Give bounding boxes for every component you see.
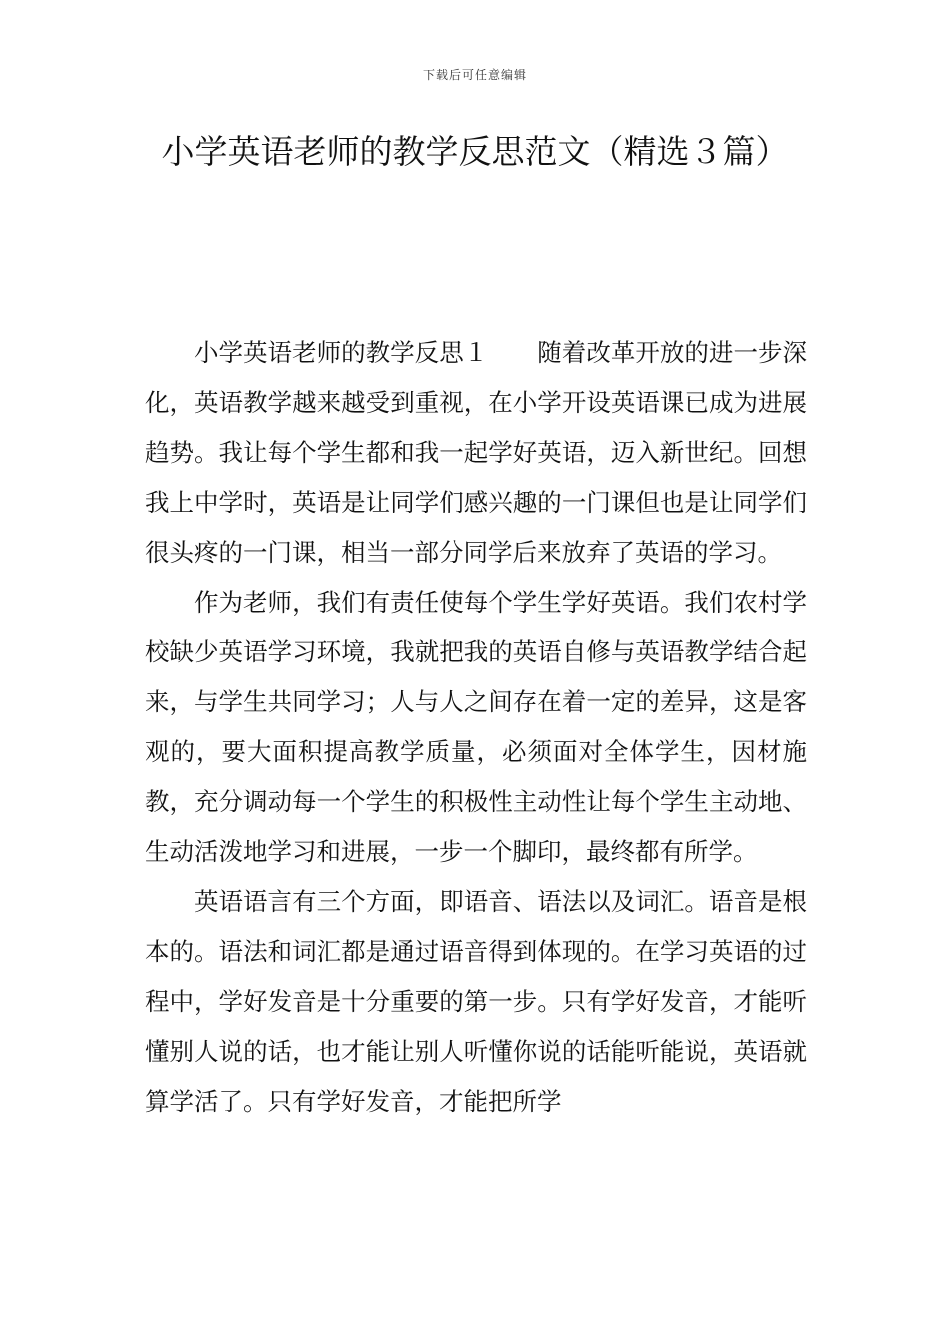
document-title: 小学英语老师的教学反思范文（精选３篇） (161, 132, 789, 171)
document-body (145, 328, 807, 1127)
paragraph-1: 小学英语老师的教学反思１ 随着改革开放的进一步深化，英语教学越来越受到重视，在小学开设英语课已成为进展趋势。我让每个学生都和我一起学好英语，迈入新世纪。回想我上中学时，英语是让同学们感兴趣的一门课但也是让同学们很头疼的一门课，相当一部分同学后来放弃了英语的学习。 (145, 338, 807, 567)
paragraph-3: 英语语言有三个方面，即语音、语法以及词汇。语音是根本的。语法和词汇都是通过语音得到体现的。在学习英语的过程中，学好发音是十分重要的第一步。只有学好发音，才能听懂别人说的话，也才能让别人听懂你说的话能听能说，英语就算学活了。只有学好发音，才能把所学 (145, 886, 807, 1116)
header-note: 下载后可任意编辑 (422, 68, 527, 82)
paragraph-2: 作为老师，我们有责任使每个学生学好英语。我们农村学校缺少英语学习环境，我就把我的英语自修与英语教学结合起来，与学生共同学习；人与人之间存在着一定的差异，这是客观的，要大面积提高教学质量，必须面对全体学生，因材施教，充分调动每一个学生的积极性主动性让每个学生主动地、生动活泼地学习和进展，一步一个脚印，最终都有所学。 (145, 587, 807, 867)
